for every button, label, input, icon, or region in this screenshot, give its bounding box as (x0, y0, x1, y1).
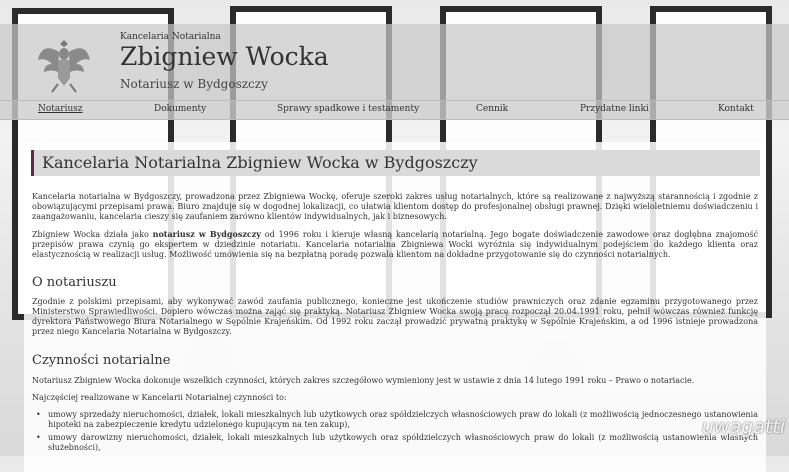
page-title: Kancelaria Notarialna Zbigniew Wocka w Bydgoszczy (42, 153, 478, 172)
page-heading-box (31, 150, 760, 176)
intro-paragraph-2 (32, 229, 758, 260)
nav-item-sprawy-spadkowe[interactable]: Sprawy spadkowe i testamenty (277, 104, 420, 114)
intro-p2-start: Zbigniew Wocka działa jako (32, 230, 153, 239)
main-content (24, 142, 766, 472)
about-heading: O notariuszu (32, 275, 117, 290)
about-paragraph: Zgodnie z polskimi przepisami, aby wykonywać zawód zaufania publicznego, konieczne jest ukończenie studiów prawniczych oraz zdanie egzaminu przygotowanego przez Ministerstwo Sprawiedliwości. Dopiero wówczas można zająć się praktyką. Notariusz Zbigniew Wocka swoją pracę rozpoczął 20.04.1991 roku, pełnił wówczas również funkcję dyrektora Państwowego Biura Notarialnego w Sępólnie Krajeńskim. Od 1992 roku zaczął prowadzić prywatną praktykę w Sępólnie Krajeńskim, a od 1996 istnieje prowadzona przez niego Kancelaria Notarialna w Bydgoszczy. (32, 297, 758, 336)
header-kicker: Kancelaria Notarialna (120, 32, 221, 42)
main-nav (0, 100, 789, 120)
acts-heading: Czynności notarialne (32, 353, 171, 368)
nav-item-dokumenty[interactable]: Dokumenty (154, 104, 207, 114)
site-header (0, 24, 789, 100)
eagle-emblem-icon (36, 34, 92, 94)
intro-paragraph-1: Kancelaria notarialna w Bydgoszczy, prowadzona przez Zbigniewa Wockę, oferuje szeroki zakres usług notarialnych, które są realizowane z najwyższą starannością i zgodnie z obowiązującymi przepisami prawa. Biuro znajduje się w dogodnej lokalizacji, co ułatwia klientom dostęp do profesjonalnej obsługi prawnej. Dzięki wieloletniemu doświadczeniu i zaangażowaniu, kancelaria cieszy się zaufaniem zarówno klientów indywidualnych, jak i biznesowych. (32, 192, 758, 221)
site-subtitle: Notariusz w Bydgoszczy (120, 77, 268, 91)
intro-p2-end: od 1996 roku i kieruje własną kancelarią notarialną. Jego bogate doświadczenie zawodowe oraz dogłębna znajomość przepisów prawa czynią go ekspertem w dziedzinie notariatu. Kancelaria notarialna Zbigniewa Wocki wyróżnia się indywidualnym podejściem do każdego klienta oraz elastycznością w realizacji usług. Możliwość umówienia się na bezpłatną poradę pozwala klientom na dokładne przygotowanie się do czynności notarialnych. (32, 230, 759, 259)
list-item: • umowy darowizny nieruchomości, działek, lokali mieszkalnych lub użytkowych oraz spółdzielczych własnościowych praw do lokali (z możliwością ustanowienia własnych służebności), (32, 433, 758, 453)
acts-list (32, 410, 758, 456)
acts-paragraph-1: Notariusz Zbigniew Wocka dokonuje wszelkich czynności, których zakres szczegółowo wymieniony jest w ustawie z dnia 14 lutego 1991 roku – Prawo o notariacie. (32, 376, 695, 385)
watermark: uwagatti (701, 416, 785, 438)
nav-item-cennik[interactable]: Cennik (476, 104, 509, 114)
nav-item-kontakt[interactable]: Kontakt (718, 104, 754, 114)
site-title[interactable]: Zbigniew Wocka (120, 42, 329, 71)
acts-paragraph-2: Najczęściej realizowane w Kancelarii Notarialnej czynności to: (32, 393, 287, 402)
intro-p2-bold: notariusz w Bydgoszczy (152, 229, 261, 239)
nav-item-przydatne-linki[interactable]: Przydatne linki (580, 104, 649, 114)
nav-item-notariusz[interactable]: Notariusz (38, 104, 83, 114)
list-item: • umowy sprzedaży nieruchomości, działek, lokali mieszkalnych lub użytkowych oraz spółdzielczych własnościowych praw do lokali (z możliwością jednoczesnego ustanowienia hipoteki na zabezpieczenie kredytu udzielonego kupującym na ten zakup), (32, 410, 758, 430)
